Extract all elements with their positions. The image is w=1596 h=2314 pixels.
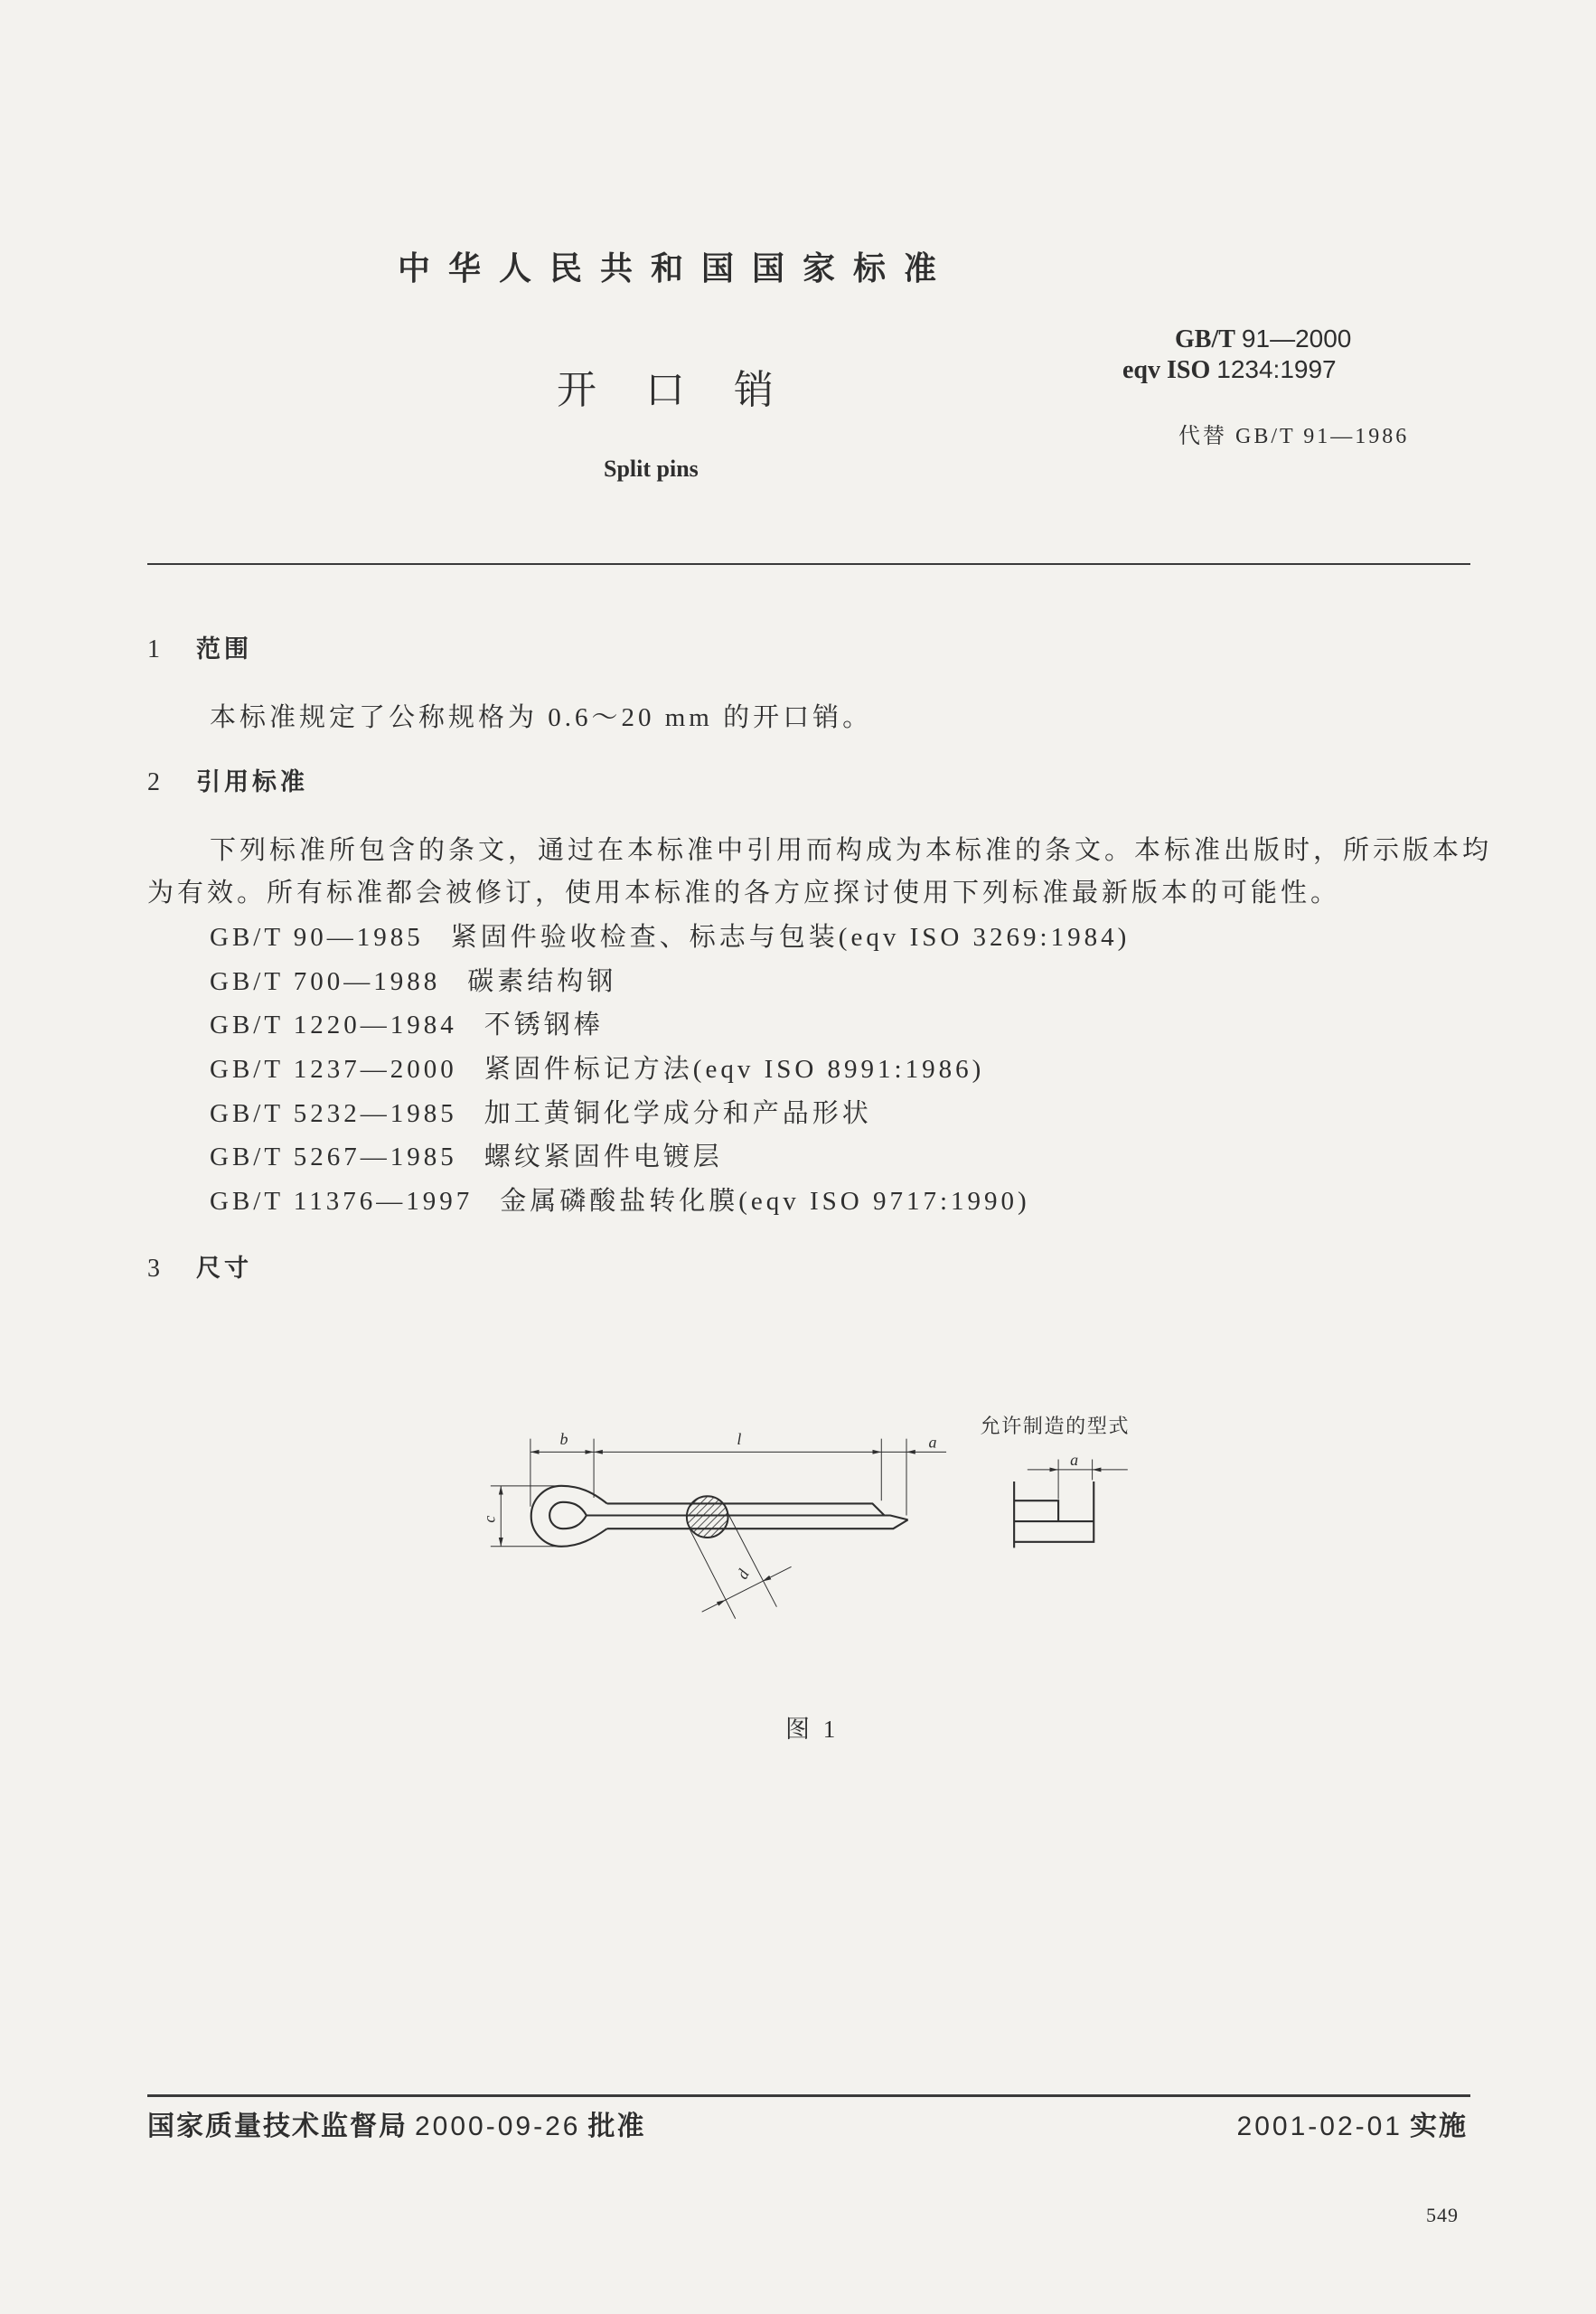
reference-item	[210, 1048, 1130, 1092]
split-pin-figure	[470, 1393, 1175, 1638]
effective-date: 2001-02-01	[1236, 2112, 1403, 2141]
footer-divider	[147, 2094, 1470, 2097]
references-intro-line-1: 下列标准所包含的条文，通过在本标准中引用而构成为本标准的条文。本标准出版时，所示版本均	[210, 836, 1493, 865]
reference-code: GB/T 11376—1997	[210, 1187, 474, 1217]
reference-item	[210, 960, 1130, 1004]
approval-word: 批准	[587, 2111, 646, 2142]
dimension-line-d	[702, 1600, 726, 1612]
reference-item	[210, 1135, 1130, 1180]
section-3-number: 3	[147, 1255, 160, 1283]
reference-title: 紧固件标记方法(eqv ISO 8991:1986)	[483, 1055, 985, 1085]
dimension-label-d: d	[733, 1566, 753, 1583]
document-title-cn: 开口销	[557, 367, 822, 413]
alt-dimension-label-a: a	[1070, 1451, 1079, 1470]
reference-title: 加工黄铜化学成分和产品形状	[483, 1098, 872, 1128]
reference-title: 碳素结构钢	[467, 966, 617, 996]
header-divider	[147, 563, 1470, 565]
reference-code: GB/T 5267—1985	[210, 1143, 457, 1172]
reference-code: GB/T 90—1985	[210, 923, 424, 952]
extension-line	[726, 1509, 776, 1606]
split-line	[587, 1516, 908, 1520]
standard-number-prefix: GB/T	[1175, 325, 1235, 353]
section-1-heading: 范围	[196, 635, 252, 663]
dimension-label-l: l	[737, 1430, 742, 1449]
reference-title: 紧固件验收检查、标志与包装(eqv ISO 3269:1984)	[450, 923, 1131, 952]
equivalence-prefix: eqv ISO	[1122, 356, 1211, 384]
effective-word: 实施	[1410, 2111, 1468, 2142]
reference-code: GB/T 1237—2000	[210, 1055, 457, 1085]
approval-date: 2000-09-26	[415, 2112, 581, 2141]
alt-form-long-leg	[1014, 1482, 1094, 1542]
dimension-line-d	[763, 1566, 792, 1581]
reference-item	[210, 1003, 1130, 1048]
equivalence-code: 1234:1997	[1216, 355, 1337, 383]
extension-line	[689, 1528, 735, 1619]
approval-authority: 国家质量技术监督局	[147, 2111, 408, 2142]
references-intro-line-2: 为有效。所有标准都会被修订，使用本标准的各方应探讨使用下列标准最新版本的可能性。	[147, 879, 1341, 908]
reference-item	[210, 1092, 1130, 1136]
eye-hole	[549, 1502, 587, 1529]
national-standard-title: 中华人民共和国国家标准	[398, 250, 955, 287]
reference-code: GB/T 700—1988	[210, 966, 441, 996]
section-3-heading: 尺寸	[196, 1255, 252, 1283]
document-title-en: Split pins	[604, 456, 699, 482]
approval-line	[147, 2109, 645, 2145]
long-leg-edge	[607, 1519, 908, 1529]
dimension-label-c: c	[480, 1515, 499, 1523]
reference-title: 螺纹紧固件电镀层	[483, 1143, 723, 1172]
reference-list	[210, 916, 1130, 1224]
section-2-heading: 引用标准	[196, 768, 308, 796]
short-leg-edge	[607, 1503, 885, 1515]
effective-line	[1230, 2109, 1468, 2145]
reference-title: 不锈钢棒	[483, 1011, 604, 1040]
standard-number-code: 91—2000	[1241, 325, 1352, 353]
reference-code: GB/T 1220—1984	[210, 1011, 457, 1040]
dimension-line-d-span	[726, 1581, 763, 1600]
dimension-label-b: b	[559, 1430, 568, 1449]
standard-number	[1175, 323, 1351, 356]
standard-equivalence	[1122, 353, 1337, 387]
figure-caption: 图 1	[785, 1716, 840, 1743]
section-2-number: 2	[147, 768, 160, 796]
replaces-note: 代替 GB/T 91—1986	[1178, 425, 1410, 448]
cross-section-hatched	[687, 1496, 728, 1538]
reference-item	[210, 916, 1130, 960]
reference-item	[210, 1180, 1130, 1224]
section-1-number: 1	[147, 635, 160, 663]
reference-code: GB/T 5232—1985	[210, 1098, 457, 1128]
alternative-form-caption: 允许制造的型式	[980, 1416, 1131, 1439]
alt-form-short-leg	[1014, 1500, 1058, 1521]
scope-text: 本标准规定了公称规格为 0.6～20 mm 的开口销。	[210, 703, 873, 732]
page-number: 549	[1426, 2204, 1459, 2226]
reference-title: 金属磷酸盐转化膜(eqv ISO 9717:1990)	[500, 1187, 1030, 1217]
dimension-label-a: a	[928, 1433, 937, 1452]
